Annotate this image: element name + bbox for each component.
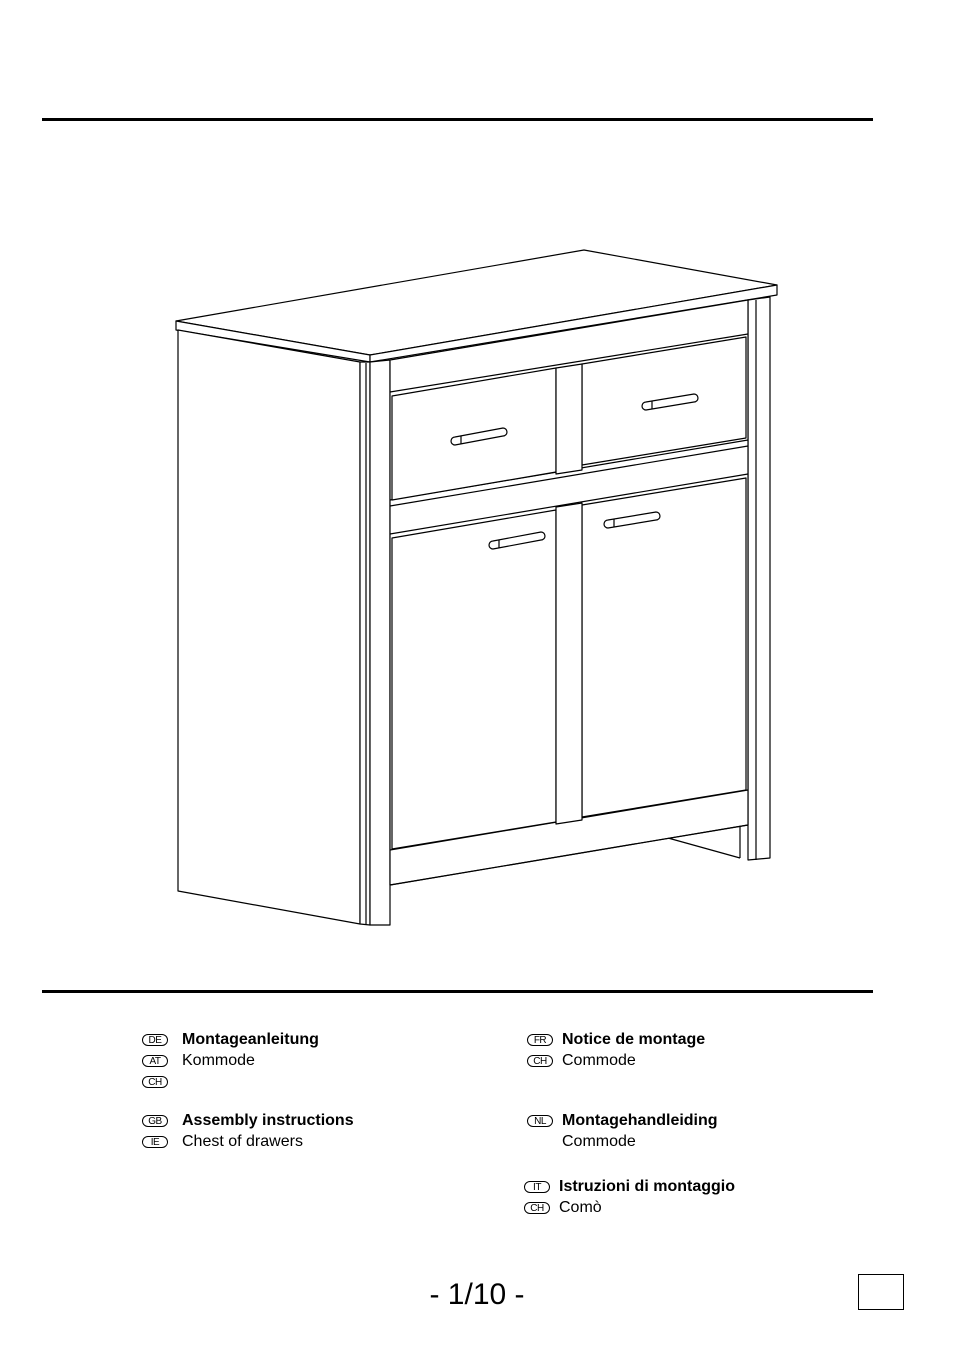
- lang-code-at: AT: [142, 1055, 168, 1067]
- lang-product-de: Kommode: [182, 1051, 255, 1069]
- lang-product-nl: Commode: [562, 1132, 636, 1150]
- bottom-rule: [42, 990, 873, 993]
- front-right-post: [748, 297, 770, 860]
- lang-code-gb: GB: [142, 1115, 168, 1127]
- lang-block-it: [524, 1176, 735, 1218]
- page-number: - 1/10 -: [429, 1278, 525, 1311]
- lang-product-fr: Commode: [562, 1051, 636, 1069]
- lang-title-gb: Assembly instructions: [182, 1111, 354, 1129]
- drawer-mullion: [556, 364, 582, 474]
- front-left-post: [360, 362, 370, 925]
- door-left: [392, 510, 556, 849]
- lang-title-nl: Montagehandleiding: [562, 1111, 718, 1129]
- front-left-post-face: [370, 360, 390, 925]
- lang-block-nl: [527, 1110, 718, 1152]
- lang-title-de: Montageanleitung: [182, 1030, 319, 1048]
- lang-code-it-ch: CH: [524, 1202, 550, 1214]
- lang-code-de: DE: [142, 1034, 168, 1046]
- left-side-panel: [178, 330, 360, 924]
- door-mullion: [556, 503, 582, 824]
- lang-code-ch: CH: [142, 1076, 168, 1088]
- door-right: [582, 478, 746, 817]
- lang-code-fr: FR: [527, 1034, 553, 1046]
- lang-code-fr-ch: CH: [527, 1055, 553, 1067]
- lang-code-ie: IE: [142, 1136, 168, 1148]
- lang-block-fr: [527, 1029, 705, 1071]
- lang-product-it: Comò: [559, 1198, 602, 1216]
- lang-block-de: [142, 1029, 319, 1092]
- lang-title-fr: Notice de montage: [562, 1030, 706, 1048]
- lang-code-nl: NL: [527, 1115, 553, 1127]
- lang-product-gb: Chest of drawers: [182, 1132, 303, 1150]
- lang-block-gb: [142, 1110, 354, 1152]
- corner-box: [858, 1274, 904, 1310]
- lang-title-it: Istruzioni di montaggio: [559, 1177, 735, 1195]
- lang-code-it: IT: [524, 1181, 550, 1193]
